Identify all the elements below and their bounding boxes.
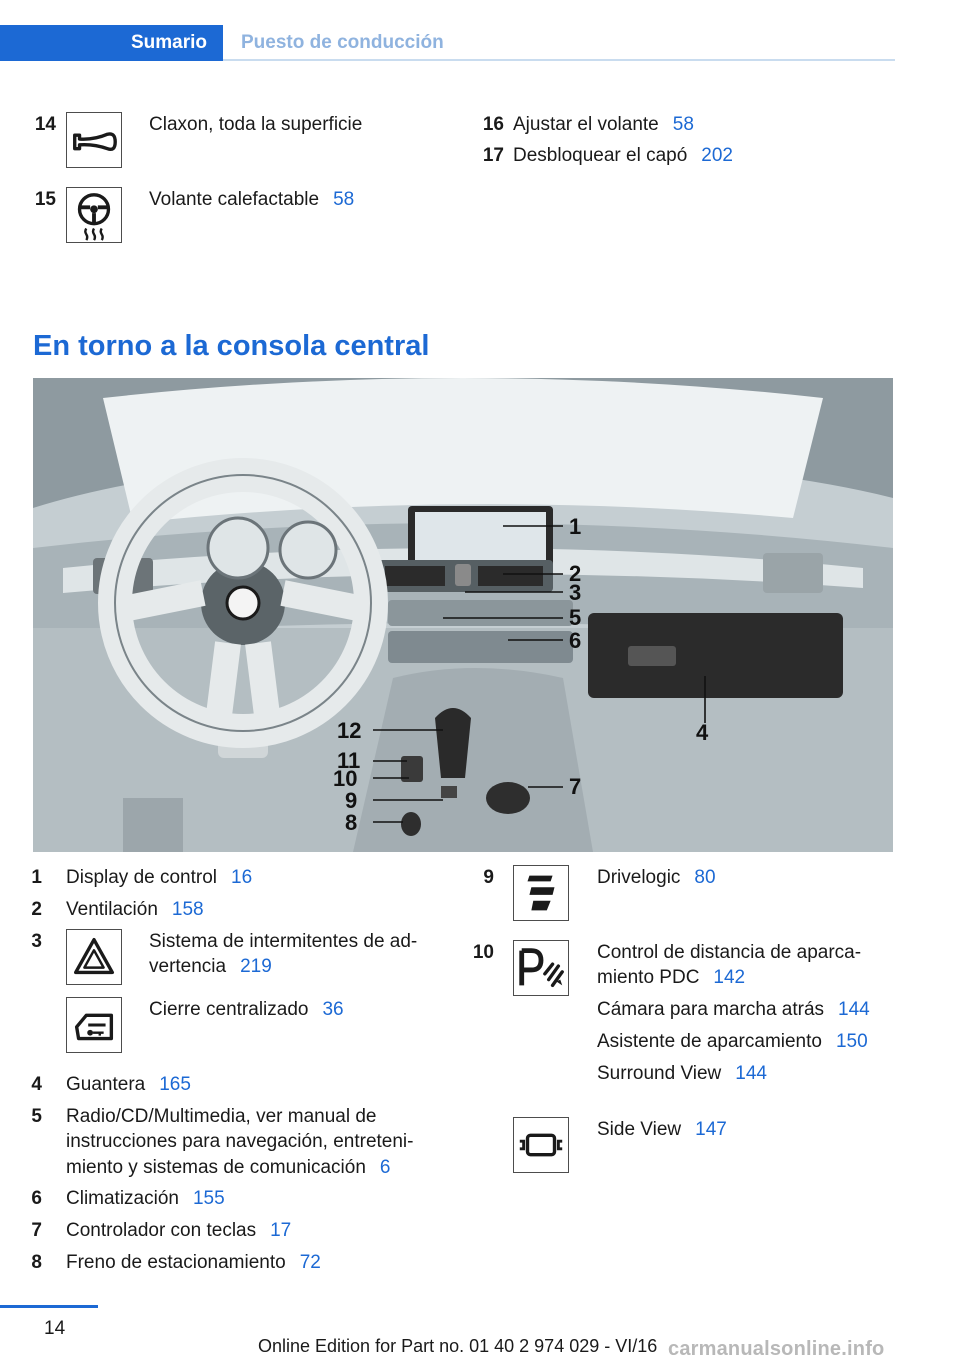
callout-6: 6 xyxy=(569,628,582,653)
item-label: Surround View 144 xyxy=(597,1063,767,1084)
item-number: 10 xyxy=(472,942,494,963)
page-reference-link[interactable]: 58 xyxy=(333,189,355,210)
pdc-icon xyxy=(513,940,569,996)
item-label: Asistente de aparcamiento 150 xyxy=(597,1031,868,1052)
item-label: Side View 147 xyxy=(597,1119,727,1140)
item-label: Drivelogic 80 xyxy=(597,867,716,888)
central-locking-icon xyxy=(66,997,122,1053)
item-number: 9 xyxy=(483,867,494,888)
callout-7: 7 xyxy=(569,774,582,799)
item-label: Control de distancia de aparca- xyxy=(597,942,862,963)
item-number: 6 xyxy=(31,1188,42,1209)
item-label: Cámara para marcha atrás 144 xyxy=(597,999,870,1020)
item-label: Controlador con teclas 17 xyxy=(66,1220,292,1241)
tab-sumario[interactable]: Sumario xyxy=(0,25,223,61)
item-number: 8 xyxy=(31,1252,42,1273)
callout-5: 5 xyxy=(569,605,582,630)
heated-steering-wheel-icon xyxy=(66,187,122,243)
page-reference-link[interactable]: 6 xyxy=(379,1157,391,1178)
item-label: Claxon, toda la superficie xyxy=(149,114,363,135)
item-number: 1 xyxy=(31,867,42,888)
item-number: 5 xyxy=(31,1106,42,1127)
page-reference-link[interactable]: 144 xyxy=(838,999,870,1020)
page-reference-link[interactable]: 147 xyxy=(695,1119,727,1140)
item-label: Sistema de intermitentes de ad- xyxy=(149,931,418,952)
hazard-warning-icon xyxy=(66,929,122,985)
item-label: Display de control 16 xyxy=(66,867,253,888)
item-number: 17 xyxy=(482,145,504,166)
page-reference-link[interactable]: 202 xyxy=(701,145,733,166)
callout-8: 8 xyxy=(345,810,358,835)
item-label: Climatización 155 xyxy=(66,1188,225,1209)
item-number: 2 xyxy=(31,899,42,920)
item-label: instrucciones para navegación, entreteni- xyxy=(66,1131,414,1152)
item-label: Guantera 165 xyxy=(66,1074,191,1095)
item-number: 4 xyxy=(31,1074,42,1095)
page-reference-link[interactable]: 17 xyxy=(270,1220,292,1241)
callout-4: 4 xyxy=(696,720,709,745)
footer-edition: Online Edition for Part no. 01 40 2 974 029 - VI/16 xyxy=(258,1336,658,1356)
page-reference-link[interactable]: 219 xyxy=(240,956,272,977)
callout-11: 11 xyxy=(337,748,361,773)
section-title: En torno a la consola central xyxy=(33,330,430,362)
horn-icon xyxy=(66,112,122,168)
page-reference-link[interactable]: 16 xyxy=(231,867,253,888)
page-reference-link[interactable]: 150 xyxy=(835,1031,868,1052)
page-reference-link[interactable]: 72 xyxy=(299,1252,321,1273)
item-number: 14 xyxy=(34,114,56,135)
item-label: Radio/CD/Multimedia, ver manual de xyxy=(66,1106,377,1127)
callout-2: 2 xyxy=(569,561,582,586)
page-reference-link[interactable]: 155 xyxy=(192,1188,225,1209)
page-reference-link[interactable]: 58 xyxy=(672,114,694,135)
watermark: carmanualsonline.info xyxy=(668,1338,885,1360)
item-label: Volante calefactable 58 xyxy=(149,189,355,210)
page-reference-link[interactable]: 36 xyxy=(322,999,344,1020)
tab-puesto-de-conduccion[interactable]: Puesto de conducción xyxy=(241,32,444,53)
item-number: 15 xyxy=(34,189,56,210)
item-number: 3 xyxy=(31,931,42,952)
dashboard-illustration xyxy=(33,378,893,852)
drivelogic-icon xyxy=(513,865,569,921)
page-reference-link[interactable]: 158 xyxy=(171,899,204,920)
footer-line xyxy=(0,1305,98,1308)
item-label: Cierre centralizado 36 xyxy=(149,999,344,1020)
item-label: Desbloquear el capó 202 xyxy=(513,145,733,166)
item-number: 16 xyxy=(482,114,504,135)
page-reference-link[interactable]: 142 xyxy=(713,967,746,988)
page-reference-link[interactable]: 165 xyxy=(159,1074,191,1095)
item-label: Ventilación 158 xyxy=(66,899,204,920)
callout-3: 3 xyxy=(569,580,582,605)
header-bar xyxy=(0,25,895,61)
callout-9: 9 xyxy=(345,788,358,813)
item-label: miento y sistemas de comunicación 6 xyxy=(66,1157,391,1178)
side-view-camera-icon xyxy=(513,1117,569,1173)
page-reference-link[interactable]: 144 xyxy=(735,1063,767,1084)
item-label: Freno de estacionamiento 72 xyxy=(66,1252,321,1273)
callout-10: 10 xyxy=(333,766,358,791)
item-label: miento PDC 142 xyxy=(597,967,746,988)
page-reference-link[interactable]: 80 xyxy=(694,867,716,888)
page-number: 14 xyxy=(44,1318,66,1339)
item-label: Ajustar el volante 58 xyxy=(513,114,694,135)
callout-12: 12 xyxy=(337,718,362,743)
callout-1: 1 xyxy=(569,514,582,539)
item-number: 7 xyxy=(31,1220,42,1241)
item-label: vertencia 219 xyxy=(149,956,272,977)
